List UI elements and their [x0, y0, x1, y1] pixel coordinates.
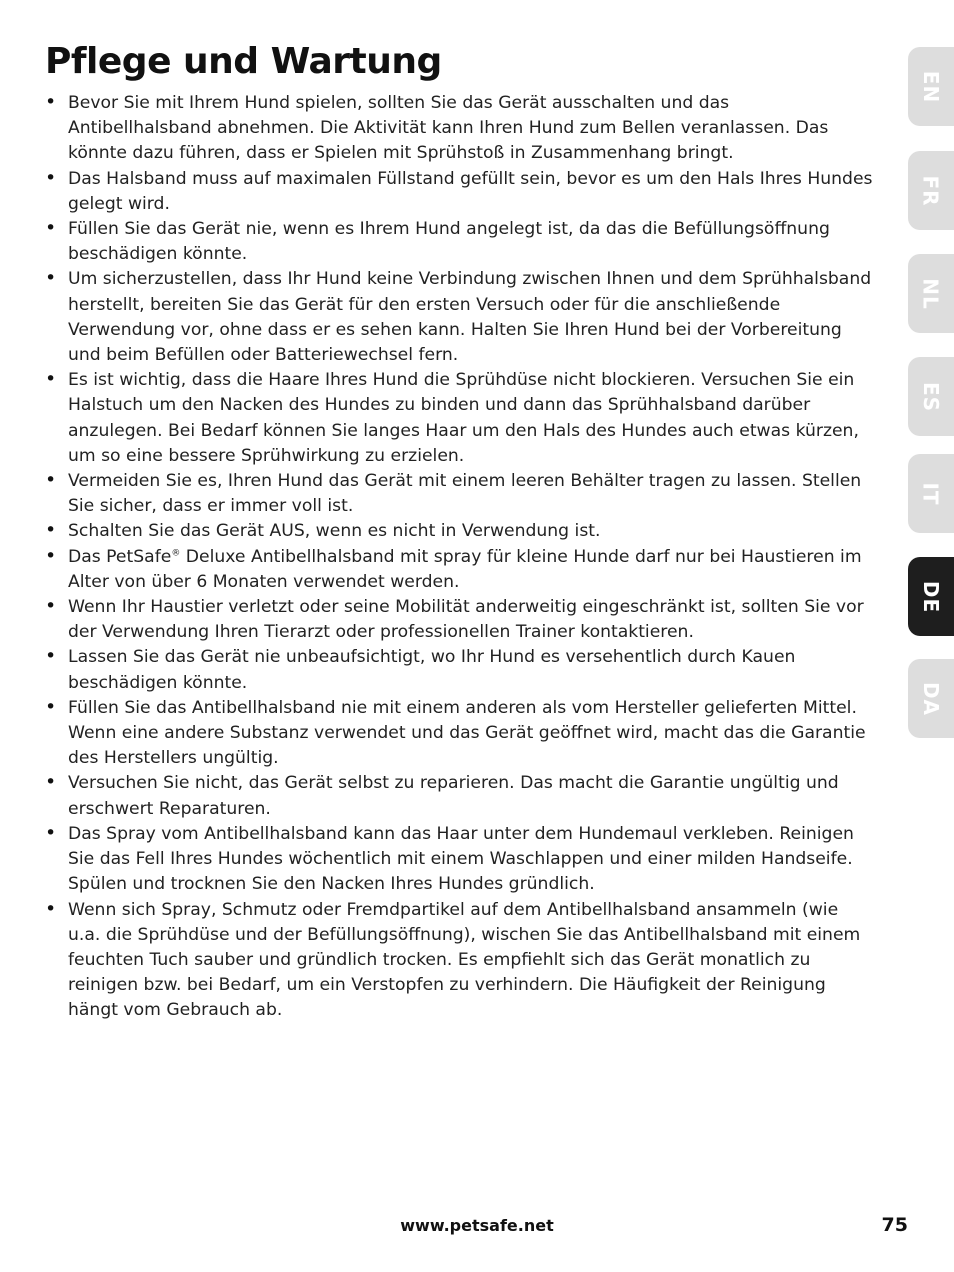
list-item [45, 368, 875, 469]
bullet-text: Lassen Sie das Gerät nie unbeaufsichtigt, wo Ihr Hund es versehentlich durch Kauen beschädigen könnte. [68, 647, 796, 693]
bullet-text: Schalten Sie das Gerät AUS, wenn es nicht in Verwendung ist. [68, 521, 601, 542]
bullet-text: Das Spray vom Antibellhalsband kann das Haar unter dem Hundemaul verkleben. Reinigen Sie das Fell Ihres Hundes wöchentlich mit einem Waschlappen und einer milden Handseife. Spülen und trocknen Sie den Nacken Ihres Hundes gründlich. [68, 823, 854, 895]
care-instructions-list [45, 91, 875, 1024]
bullet-text: Vermeiden Sie es, Ihren Hund das Gerät mit einem leeren Behälter tragen zu lassen. Stellen Sie sicher, dass er immer voll ist. [68, 471, 862, 517]
language-tab-label: DE [918, 580, 943, 613]
list-item [45, 469, 875, 519]
bullet-text: Es ist wichtig, dass die Haare Ihres Hund die Sprühdüse nicht blockieren. Versuchen Sie ein Halstuch um den Nacken des Hundes zu binden und dann das Sprühhalsband darüber anzulegen. Bei Bedarf können Sie langes Haar um den Hals des Hundes auch etwas kürzen, um so eine bessere Sprühwirkung zu erzielen. [68, 370, 859, 466]
list-item [45, 267, 875, 368]
list-item [45, 545, 875, 595]
bullet-text: Das Halsband muss auf maximalen Füllstand gefüllt sein, bevor es um den Hals Ihres Hundes gelegt wird. [68, 168, 873, 214]
language-tab-nl[interactable] [908, 254, 954, 333]
language-tab-label: NL [918, 277, 943, 310]
list-item [45, 696, 875, 772]
language-tab-en[interactable] [908, 47, 954, 126]
list-item [45, 217, 875, 267]
list-item [45, 91, 875, 167]
bullet-icon: • [45, 595, 57, 618]
page-title: Pflege und Wartung [45, 41, 442, 82]
page-number: 75 [881, 1214, 908, 1236]
language-tab-label: IT [919, 481, 943, 506]
bullet-text: Um sicherzustellen, dass Ihr Hund keine Verbindung zwischen Ihnen und dem Sprühhalsband herstellt, bereiten Sie das Gerät für den ersten Versuch oder für die anschließende Verwendung vor, ohne dass er es sehen kann. Halten Sie Ihren Hund bei der Vorbereitung und beim Befüllen oder Batteriewechsel fern. [68, 269, 872, 366]
bullet-icon: • [45, 91, 57, 113]
bullet-icon: • [45, 469, 57, 492]
bullet-icon: • [45, 166, 57, 189]
footer-url: www.petsafe.net [400, 1216, 554, 1235]
bullet-text: Füllen Sie das Gerät nie, wenn es Ihrem Hund angelegt ist, da das die Befüllungsöffnung beschädigen könnte. [68, 219, 830, 265]
bullet-icon: • [45, 645, 57, 668]
bullet-icon: • [45, 267, 57, 290]
language-tab-label: ES [918, 381, 943, 412]
list-item [45, 771, 875, 821]
bullet-icon: • [45, 544, 57, 567]
list-item [45, 519, 875, 544]
bullet-text: Das PetSafe® Deluxe Antibellhalsband mit spray für kleine Hunde darf nur bei Haustieren im Alter von über 6 Monaten verwendet werden. [68, 546, 862, 592]
list-item [45, 645, 875, 695]
language-tab-es[interactable] [908, 357, 954, 436]
language-tab-de[interactable] [908, 557, 954, 636]
bullet-icon: • [45, 897, 57, 920]
bullet-text: Wenn Ihr Haustier verletzt oder seine Mobilität anderweitig eingeschränkt ist, sollten Sie vor der Verwendung Ihren Tierarzt oder professionellen Trainer kontaktieren. [68, 597, 864, 643]
bullet-icon: • [45, 519, 57, 542]
list-item [45, 167, 875, 217]
bullet-text: Füllen Sie das Antibellhalsband nie mit einem anderen als vom Hersteller gelieferten Mittel. Wenn eine andere Substanz verwendet und das Gerät geöffnet wird, macht das die Garantie des Herstellers ungültig. [68, 697, 866, 769]
bullet-icon: • [45, 368, 57, 391]
bullet-icon: • [45, 821, 57, 844]
language-tab-it[interactable] [908, 454, 954, 533]
language-tab-da[interactable] [908, 659, 954, 738]
list-item [45, 822, 875, 898]
bullet-text: Bevor Sie mit Ihrem Hund spielen, sollten Sie das Gerät ausschalten und das Antibellhalsband abnehmen. Die Aktivität kann Ihren Hund zum Bellen veranlassen. Das könnte dazu führen, dass er Spielen mit Sprühstoß in Zusammenhang bringt. [68, 93, 829, 164]
bullet-text: Wenn sich Spray, Schmutz oder Fremdpartikel auf dem Antibellhalsband ansammeln (wie u.a. die Sprühdüse und der Befüllungsöffnung), wischen Sie das Antibellhalsband mit einem feuchten Tuch sauber und gründlich trocken. Es empfiehlt sich das Gerät monatlich zu reinigen bzw. bei Bedarf, um ein Verstopfen zu verhindern. Die Häufigkeit der Reinigung hängt vom Gebrauch ab. [68, 899, 861, 1021]
bullet-icon: • [45, 695, 57, 718]
bullet-text: Versuchen Sie nicht, das Gerät selbst zu reparieren. Das macht die Garantie ungültig und erschwert Reparaturen. [68, 773, 839, 819]
bullet-icon: • [45, 217, 57, 240]
language-tab-label: EN [919, 70, 943, 103]
language-tab-label: DA [919, 681, 943, 716]
bullet-icon: • [45, 771, 57, 794]
list-item [45, 898, 875, 1024]
language-tab-label: FR [919, 174, 943, 207]
list-item [45, 595, 875, 645]
language-tab-fr[interactable] [908, 151, 954, 230]
